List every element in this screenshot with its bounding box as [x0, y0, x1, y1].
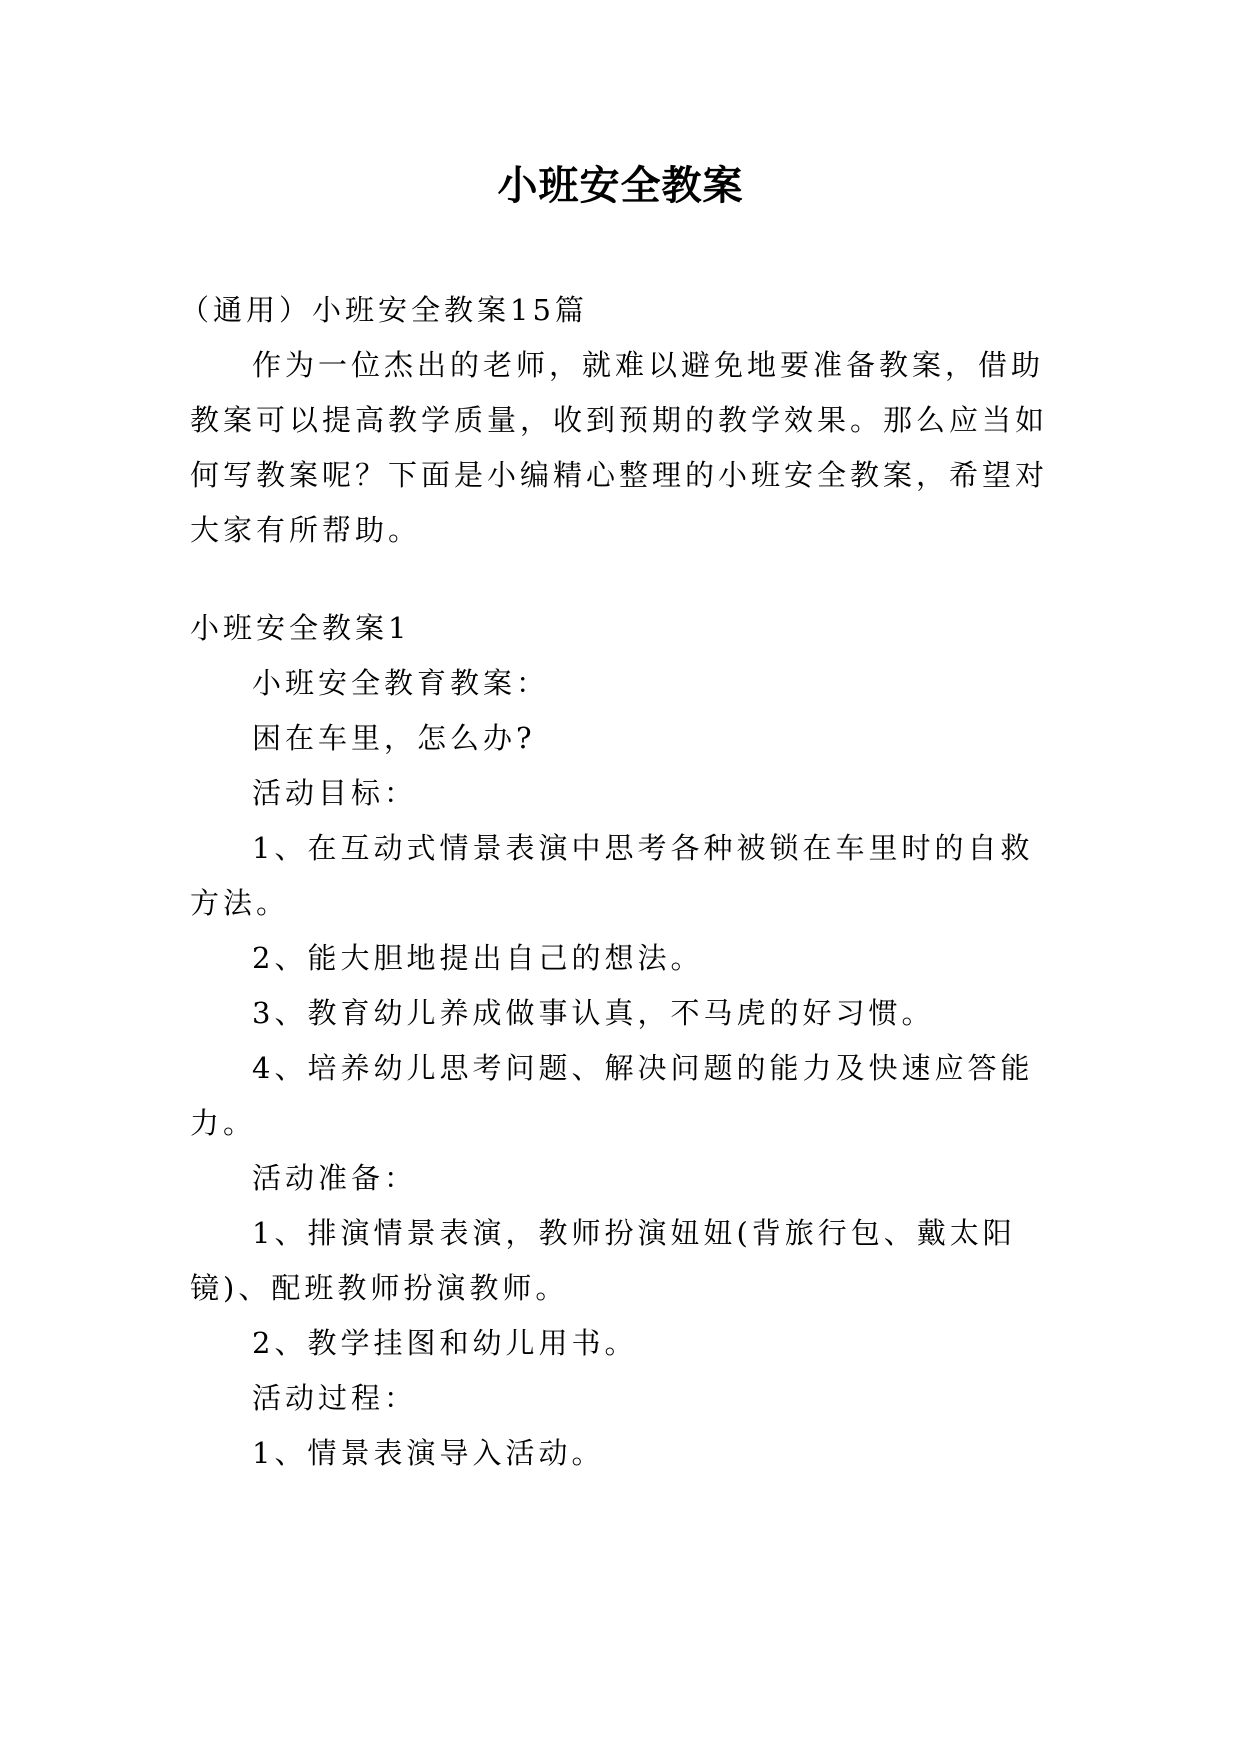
- intro-line-1: 作为一位杰出的老师，就难以避免地要准备教案，借助: [252, 348, 1045, 382]
- intro-line-2: 教案可以提高教学质量，收到预期的教学效果。那么应当如: [190, 403, 1049, 437]
- body-line: 1、情景表演导入活动。: [252, 1436, 605, 1470]
- body-line: 3、教育幼儿养成做事认真，不马虎的好习惯。: [252, 996, 935, 1030]
- document-title: 小班安全教案: [497, 163, 744, 209]
- body-line: 1、排演情景表演，教师扮演妞妞(背旅行包、戴太阳: [252, 1216, 1016, 1250]
- body-line: 活动准备：: [252, 1161, 418, 1195]
- subtitle-line: （通用）小班安全教案15篇: [180, 293, 588, 327]
- intro-line-3: 何写教案呢？下面是小编精心整理的小班安全教案，希望对: [190, 458, 1049, 492]
- body-line: 2、教学挂图和幼儿用书。: [252, 1326, 638, 1360]
- body-line: 小班安全教育教案：: [252, 666, 550, 700]
- body-line: 困在车里，怎么办?: [252, 721, 536, 755]
- section-heading: 小班安全教案1: [190, 611, 411, 645]
- body-line: 1、在互动式情景表演中思考各种被锁在车里时的自救: [252, 831, 1034, 865]
- body-line: 2、能大胆地提出自己的想法。: [252, 941, 704, 975]
- intro-line-4: 大家有所帮助。: [190, 513, 422, 547]
- body-line: 力。: [190, 1106, 257, 1140]
- body-line: 4、培养幼儿思考问题、解决问题的能力及快速应答能: [252, 1051, 1034, 1085]
- body-line: 镜)、配班教师扮演教师。: [190, 1271, 569, 1305]
- body-line: 方法。: [190, 886, 290, 920]
- body-line: 活动目标：: [252, 776, 418, 810]
- body-line: 活动过程：: [252, 1381, 418, 1415]
